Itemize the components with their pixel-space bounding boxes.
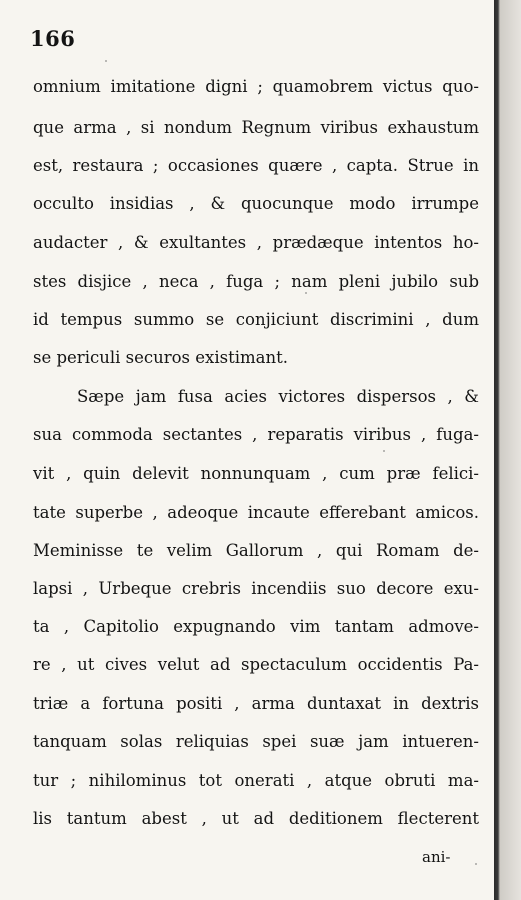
text-line: re , ut cives velut ad spectaculum occidentis Pa- [33, 655, 479, 674]
text-line: Meminisse te velim Gallorum , qui Romam de- [33, 541, 479, 560]
text-line: est, restaura ; occasiones quære , capta. Strue in [33, 156, 479, 175]
text-line: se periculi securos existimant. [33, 348, 288, 367]
text-line: id tempus summo se conjiciunt discrimini , dum [33, 310, 479, 329]
text-line: tate superbe , adeoque incaute efferebant amicos. [33, 503, 479, 522]
text-line: audacter , & exultantes , prædæque intentos ho- [33, 233, 479, 252]
paper-speck [105, 60, 107, 62]
catchword: ani- [422, 848, 451, 866]
page-number: 166 [30, 26, 76, 51]
paper-speck [305, 292, 307, 294]
paper-speck [475, 863, 477, 865]
book-gutter [494, 0, 521, 900]
text-line: tanquam solas reliquias spei suæ jam intueren- [33, 732, 479, 751]
text-line: tur ; nihilominus tot onerati , atque obruti ma- [33, 771, 479, 790]
text-line: triæ a fortuna positi , arma duntaxat in dextris [33, 694, 479, 713]
text-line: ta , Capitolio expugnando vim tantam admove- [33, 617, 479, 636]
text-line: sua commoda sectantes , reparatis viribus , fuga- [33, 425, 479, 444]
text-line: que arma , si nondum Regnum viribus exhaustum [33, 118, 479, 137]
text-line: Sæpe jam fusa acies victores dispersos , & [77, 387, 479, 406]
text-line: occulto insidias , & quocunque modo irrumpe [33, 194, 479, 213]
text-line: lapsi , Urbeque crebris incendiis suo decore exu- [33, 579, 479, 598]
text-line: stes disjice , neca , fuga ; nam pleni jubilo sub [33, 272, 479, 291]
text-line: lis tantum abest , ut ad deditionem flecterent [33, 809, 479, 828]
paper-speck [383, 450, 385, 452]
text-line: omnium imitatione digni ; quamobrem victus quo- [33, 77, 479, 96]
text-line: vit , quin delevit nonnunquam , cum præ felici- [33, 464, 479, 483]
